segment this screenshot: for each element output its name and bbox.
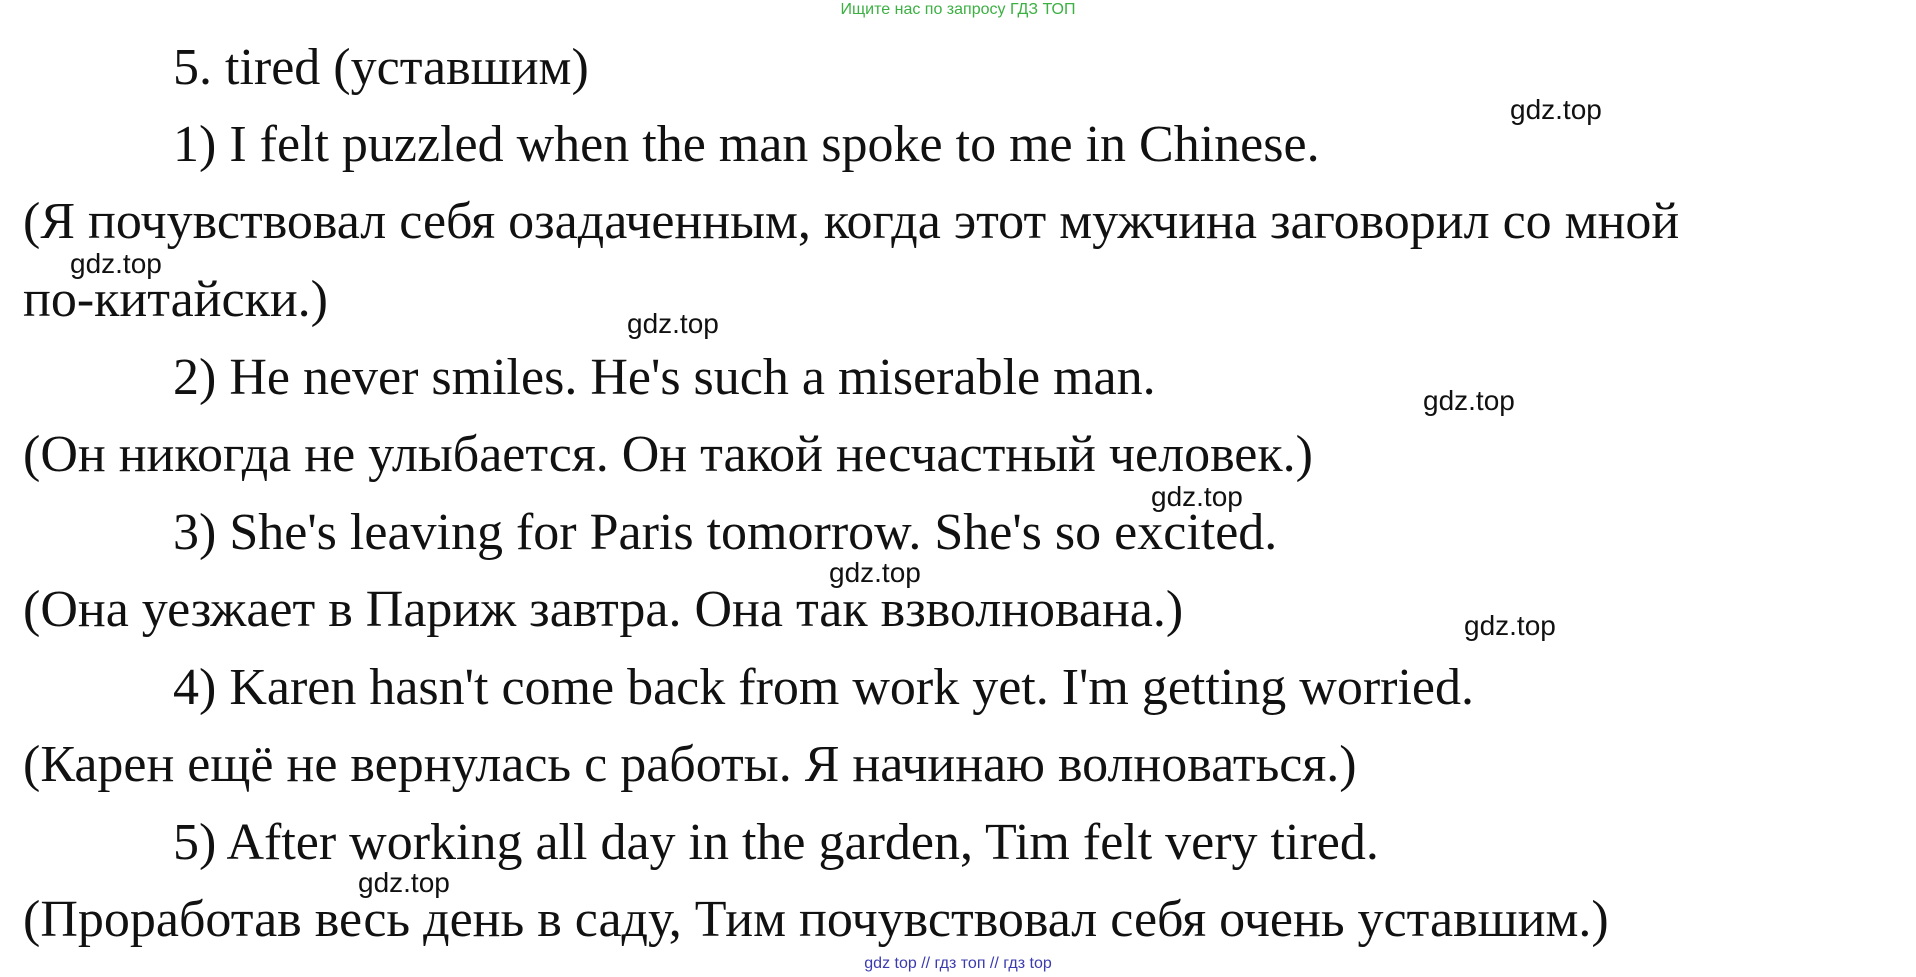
sentence-4-english: 4) Karen hasn't come back from work yet. I'm getting worried.: [173, 659, 1474, 716]
sentence-1-russian-part2: по-китайски.): [23, 271, 328, 328]
sentence-5-russian: (Проработав весь день в саду, Тим почувствовал себя очень уставшим.): [23, 891, 1609, 948]
sentence-1-russian-part1: (Я почувствовал себя озадаченным, когда этот мужчина заговорил со мной: [23, 193, 1680, 250]
sentence-1-english: 1) I felt puzzled when the man spoke to me in Chinese.: [173, 116, 1320, 173]
sentence-3-russian: (Она уезжает в Париж завтра. Она так взволнована.): [23, 581, 1184, 638]
watermark: gdz.top: [358, 867, 450, 898]
watermark: gdz.top: [1464, 610, 1556, 641]
sentence-5-english: 5) After working all day in the garden, Tim felt very tired.: [173, 814, 1379, 871]
sentence-4-russian: (Карен ещё не вернулась с работы. Я начинаю волноваться.): [23, 736, 1357, 793]
watermark: gdz.top: [1423, 385, 1515, 416]
sentence-3-english: 3) She's leaving for Paris tomorrow. She's so excited.: [173, 504, 1278, 561]
footer-links: gdz top // гдз топ // гдз top: [864, 955, 1052, 972]
top-banner: Ищите нас по запросу ГДЗ ТОП: [840, 1, 1076, 18]
sentence-2-english: 2) He never smiles. He's such a miserable man.: [173, 349, 1156, 406]
watermark: gdz.top: [70, 248, 162, 279]
exercise-heading: 5. tired (уставшим): [173, 39, 589, 96]
sentence-2-russian: (Он никогда не улыбается. Он такой несчастный человек.): [23, 426, 1313, 483]
watermark: gdz.top: [627, 308, 719, 339]
watermark: gdz.top: [829, 557, 921, 588]
watermark: gdz.top: [1151, 481, 1243, 512]
watermark: gdz.top: [1510, 94, 1602, 125]
